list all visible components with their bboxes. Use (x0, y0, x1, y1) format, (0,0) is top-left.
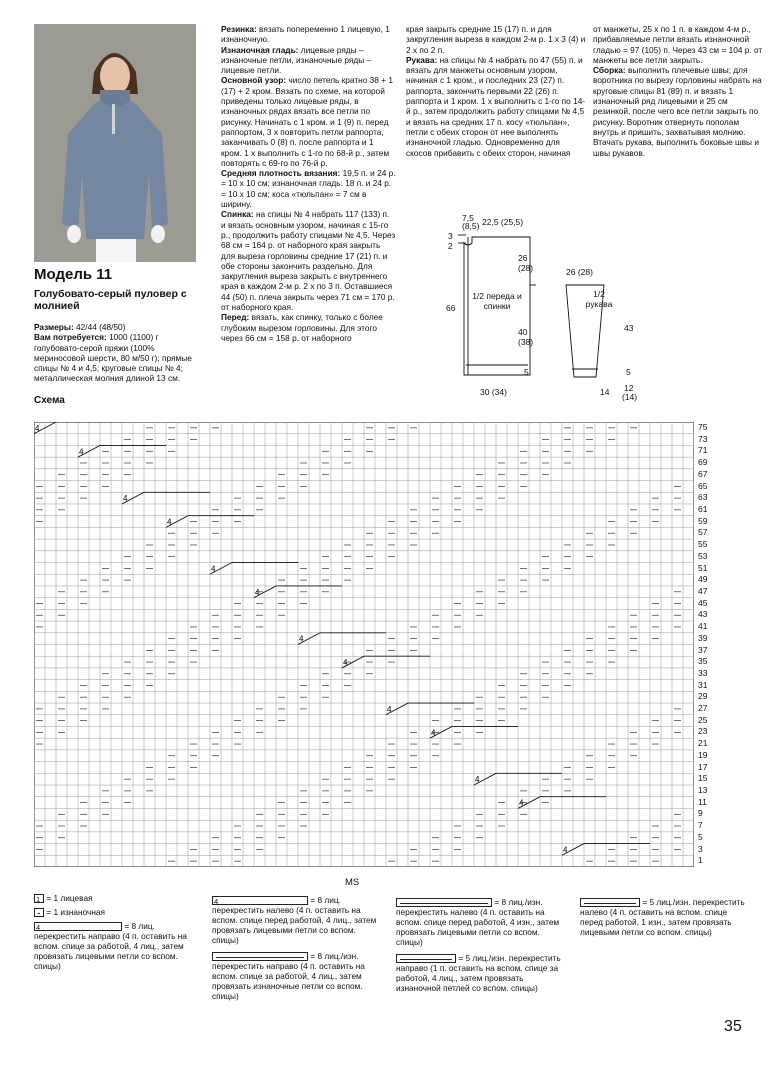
dim-label: 22,5 (25,5) (482, 217, 524, 227)
row-number: 51 (698, 562, 708, 573)
dim-label: 3 (448, 231, 453, 241)
cable-symbol: 4 (34, 922, 122, 931)
row-number: 23 (698, 726, 708, 737)
para-text: 19,5 п. и 24 р. = 10 х 10 см; изнаночная гладь: 18 п. и 24 р. = 10 х 10 см; коса «тюльпан» = 7 см в ширину. (221, 168, 396, 210)
row-number: 1 (698, 855, 703, 866)
row-number: 59 (698, 515, 708, 526)
para-text: вязать попеременно 1 лицевую, 1 изнаночную. (221, 24, 390, 45)
cable-symbol (396, 954, 456, 963)
para-label: Средняя плотность вязания: (221, 168, 341, 179)
row-number: 39 (698, 632, 708, 643)
row-number: 35 (698, 656, 708, 667)
row-number: 9 (698, 808, 703, 819)
row-number: 31 (698, 679, 708, 690)
para-label: Сборка: (593, 65, 626, 76)
row-number: 29 (698, 691, 708, 702)
model-figure (34, 24, 196, 262)
purl-symbol (34, 908, 44, 917)
cable-mark: 4 (431, 728, 436, 738)
para-text: число петель кратно 38 + 1 (17) + 2 кром. Вязать по схеме, на которой приведены только лицевые ряды, в изнаночных рядах вязать все петли по рисунку. Начинать с 1 кром. и 1 (9) п. перед раппортом, 3 х повторить петли раппорта, заканчивать 0 (8) п. после раппорта и 1 кром. 1 х выполнить с 1-го по 68-й р., затем повторять с 69-го по 76-й р. (221, 75, 393, 168)
para-text: вязать, как спинку, только с более глубоким вырезом горловины. Для этого через 66 см = 158 р. от наборного (221, 312, 383, 343)
legend-cable-right (34, 921, 204, 971)
cable-mark: 4 (35, 423, 40, 433)
legend-text: = 8 лиц. перекрестить направо (4 п. оставить на вспом. спице за работой, 4 лиц., затем провязать лицевыми петли со вспом. спицы) (34, 921, 187, 972)
legend-text: = 1 изнаночная (46, 907, 106, 917)
model-subtitle: Голубовато-серый пуловер с молнией (34, 288, 187, 312)
page-number: 35 (724, 1018, 742, 1035)
cable-mark: 4 (343, 658, 348, 668)
sizes-label: Размеры: (34, 322, 74, 332)
row-number: 3 (698, 843, 703, 854)
row-number: 65 (698, 480, 708, 491)
instructions-column-3 (593, 24, 763, 158)
cable-mark: 4 (255, 587, 260, 597)
cable-mark: 4 (123, 494, 128, 504)
para-text: на спицы № 4 набрать по 47 (55) п. и вязать для манжеты основным узором, начиная с 1 кром., и последних 23 (27) п. раппорта, закончить первыми 22 (26) п. раппорта и 1 кром. 1 х выполнить с 1-го по 14-й р., затем продолжить работу спицами № 4,5 и вязать на средних 17 п. косу «тюльпан», петли с обеих сторон от нее выполнять изнаночной гладью. Одновременно для скосов прибавить с обеих сторон, начиная (406, 54, 586, 158)
materials-block (34, 322, 206, 384)
needed-label: Вам потребуется: (34, 332, 107, 343)
legend-cable-left (212, 895, 382, 945)
cable-mark: 4 (475, 775, 480, 785)
legend-purl (34, 907, 204, 917)
row-number: 45 (698, 597, 708, 608)
schema-label: Схема (34, 395, 65, 406)
dim-label: 5 (524, 367, 529, 377)
dim-label: 5 (626, 367, 631, 377)
dim-label: (28) (518, 263, 534, 273)
cable-symbol (212, 952, 308, 961)
cable-symbol: 4 (212, 896, 308, 905)
legend-knit (34, 893, 204, 903)
instructions-column-1 (221, 24, 396, 343)
cable-symbol (580, 898, 640, 907)
row-number: 21 (698, 738, 708, 749)
dim-label: 30 (34) (480, 387, 507, 397)
front-back-label: 1/2 переда и спинки (472, 291, 522, 311)
legend-text: = 1 лицевая (46, 893, 93, 903)
para-label: Рукава: (406, 54, 438, 65)
dim-label: 2 (448, 241, 453, 251)
instructions-column-2 (406, 24, 586, 158)
dim-label: 26 (28) (566, 267, 593, 277)
row-number: 71 (698, 445, 708, 456)
ms-label: MS (345, 877, 360, 888)
knit-symbol: 1 (34, 894, 44, 903)
cable-mark: 4 (167, 517, 172, 527)
para-text: лицевые ряды – изнаночные петли, изнаночные ряды – лицевые петли. (221, 44, 372, 76)
para-text: выполнить плечевые швы; для воротника по вырезу горловины набрать на круговые спицы 81 (89) п. и вязать 1 изнаночный ряд лицевыми и 25 см резинкой, после чего все петли закрыть по рисунку. Воротник отвернуть пополам внутрь и пришить, захватывая молнию. Втачать рукава, выполнить боковые швы и швы рукавов. (593, 65, 762, 158)
sizes-value: 42/44 (48/50) (73, 322, 126, 332)
dim-label: (38) (518, 337, 534, 347)
dim-label: 14 (600, 387, 610, 397)
para-text: края закрыть средние 15 (17) п. и для закругления выреза в каждом 2-м р. 1 х 3 (4) и 2 х по 2 п. (406, 24, 586, 55)
legend-5-right (396, 953, 566, 993)
cable-symbol (396, 898, 492, 907)
dim-label: (14) (622, 392, 638, 402)
para-label: Изнаночная гладь: (221, 44, 299, 55)
row-number: 11 (698, 796, 707, 807)
cable-mark: 4 (79, 447, 84, 457)
row-number: 69 (698, 457, 708, 468)
row-number: 7 (698, 820, 703, 831)
row-number: 53 (698, 550, 708, 561)
row-number: 41 (698, 621, 708, 632)
legend-text: = 8 лиц. перекрестить налево (4 п. оставить на вспом. спице перед работой, 4 лиц., затем провязать лицевыми петли со вспом. спицы) (212, 895, 377, 946)
legend-cable-knit-purl-right (212, 951, 382, 1001)
para-label: Основной узор: (221, 75, 287, 86)
para-text: от манжеты, 25 х по 1 п. в каждом 4-м р., прибавляемые петли вязать изнаночной гладью = 97 (105) п. Через 43 см = 104 р. от манжеты все петли закрыть. (593, 24, 763, 65)
row-number: 15 (698, 773, 708, 784)
row-number: 17 (698, 761, 708, 772)
dim-label: 12 (624, 383, 634, 393)
cable-mark: 4 (519, 798, 524, 808)
row-number: 25 (698, 714, 708, 725)
para-text: на спицы № 4 набрать 117 (133) п. и вязать основным узором, начиная с 15-го р., продолжить работу спицами № 4,5. Через 68 см = 164 р. от наборного края закрыть для выреза горловины средние 17 (21) п. и обе стороны закончить раздельно. Для закругления выреза закрыть с внутреннего края в каждом 2-м р. 2 х по 3 п. Оставшиеся 44 (50) п. плеча закрыть через 71 см = 170 р. от наборного края. (221, 209, 396, 313)
sleeve-label: 1/2 рукава (585, 289, 613, 309)
row-number: 61 (698, 503, 708, 514)
legend-text: = 5 лиц./изн. перекрестить налево (4 п. оставить на вспом. спице перед работой, 1 изн., затем провязать лицевыми петли со вспом. спицы) (580, 897, 745, 938)
row-number: 73 (698, 433, 708, 444)
dim-label: (8,5) (462, 221, 480, 231)
legend-cable-purl-left (396, 897, 566, 947)
row-number: 37 (698, 644, 708, 655)
row-number: 57 (698, 527, 708, 538)
cable-mark: 4 (563, 845, 568, 855)
cable-mark: 4 (211, 564, 216, 574)
para-label: Спинка: (221, 209, 254, 220)
cable-mark: 4 (387, 704, 392, 714)
knitting-chart (34, 422, 740, 867)
dim-label: 26 (518, 253, 528, 263)
row-number: 19 (698, 749, 708, 760)
legend-text: = 8 лиц./изн. перекрестить направо (4 п. оставить на вспом. спице за работой, 4 лиц., затем провязать изнаночные петли со вспом. спицы) (212, 951, 365, 1002)
row-number: 27 (698, 703, 708, 714)
row-number: 63 (698, 492, 708, 503)
para-label: Резинка: (221, 24, 257, 34)
row-number: 49 (698, 574, 708, 585)
needed-value: 1000 (1100) г голубовато-серой пряжи (100% мериносовой шерсти, 80 м/50 г); прямые спицы № 4 и 4,5; круговые спицы № 4; металлическая молния длиной 13 см. (34, 332, 192, 384)
legend-text: = 8 лиц./изн. перекрестить налево (4 п. оставить на вспом. спице перед работой, 4 изн., затем провязать лицевыми петли со вспом. спицы) (396, 897, 560, 948)
dim-label: 7,5 (462, 213, 474, 223)
model-title: Модель 11 (34, 266, 113, 283)
row-number: 33 (698, 667, 708, 678)
model-photo (34, 24, 196, 262)
row-number: 5 (698, 831, 703, 842)
legend-text: = 5 лиц./изн. перекрестить направо (1 п. оставить на вспом. спице за работой, 4 лиц., затем провязать изнаночной петлей со вспом. спицы) (396, 953, 561, 994)
row-number: 75 (698, 422, 708, 432)
row-number: 13 (698, 785, 708, 796)
dim-label: 66 (446, 303, 456, 313)
row-number: 67 (698, 468, 708, 479)
cable-mark: 4 (299, 634, 304, 644)
row-number: 43 (698, 609, 708, 620)
chart-grid (34, 422, 694, 867)
row-number: 55 (698, 539, 708, 550)
dim-label: 40 (518, 327, 528, 337)
schematic-diagrams (406, 205, 666, 405)
row-number: 47 (698, 585, 708, 596)
legend-5-left (580, 897, 750, 937)
dim-label: 43 (624, 323, 634, 333)
para-label: Перед: (221, 312, 250, 323)
